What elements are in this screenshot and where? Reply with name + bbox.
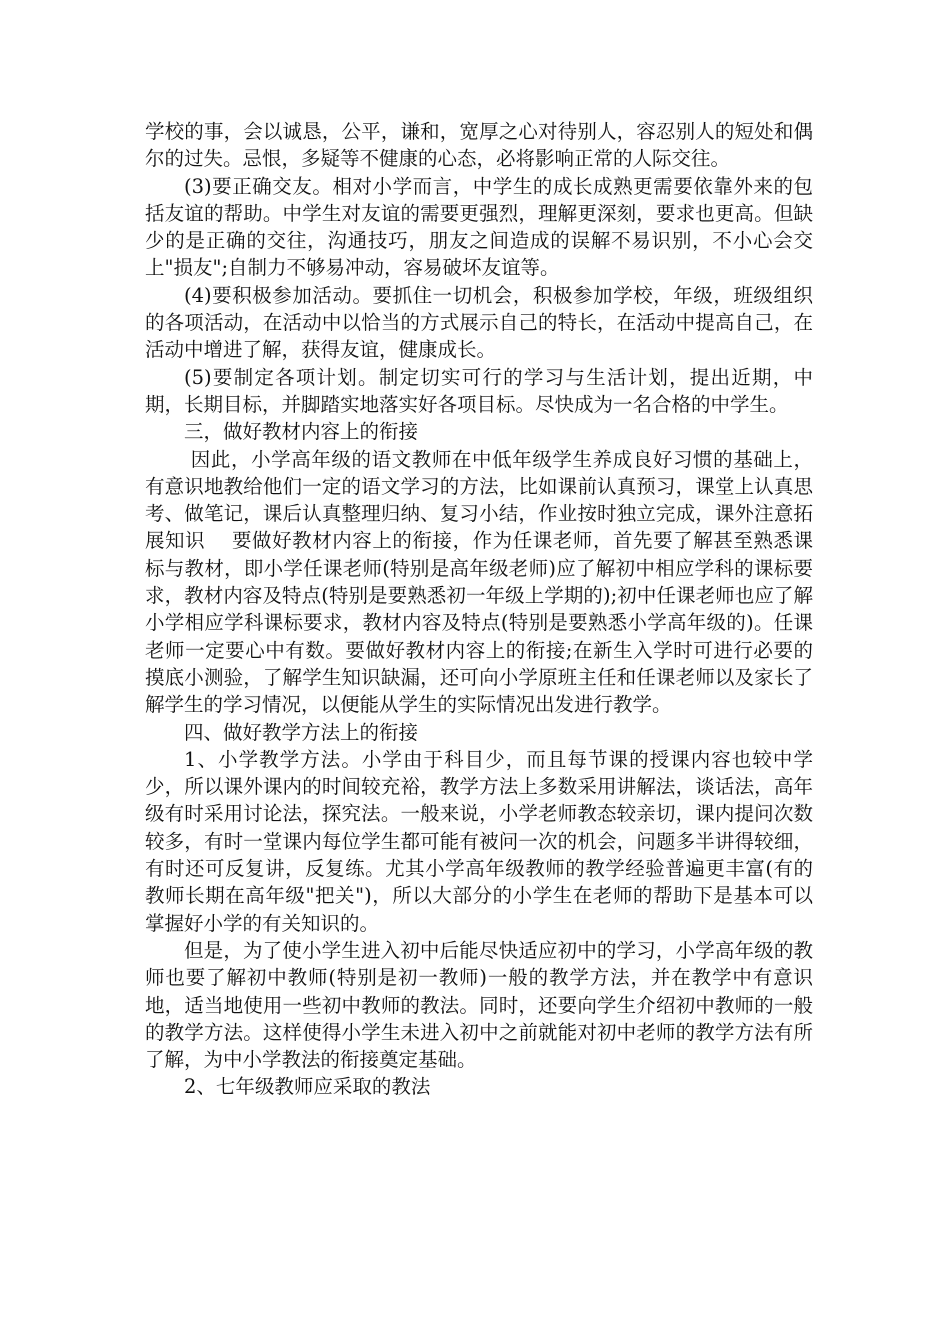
section-heading-3: 三，做好教材内容上的衔接	[184, 420, 419, 444]
section-heading-4: 四、做好教学方法上的衔接	[184, 720, 419, 744]
paragraph-1: 学校的事，会以诚恳，公平，谦和，宽厚之心对待别人，容忍别人的短处和偶尔的过失。忌恨，多疑等不健康的心态，必将影响正常的人际交往。	[145, 120, 813, 171]
subsection-heading: 2、七年级教师应采取的教法	[184, 1075, 431, 1099]
paragraph-3: (4)要积极参加活动。要抓住一切机会，积极参加学校，年级，班级组织的各项活动，在活动中以恰当的方式展示自己的特长，在活动中提高自己，在活动中增进了解，获得友谊，健康成长。	[145, 283, 813, 362]
paragraph-5: 因此，小学高年级的语文教师在中低年级学生养成良好习惯的基础上，有意识地教给他们一定的语文学习的方法，比如课前认真预习，课堂上认真思考、做笔记，课后认真整理归纳、复习小结，作业按时独立完成，课外注意拓展知识 要做好教材内容上的衔接，作为任课老师，首先要了解甚至熟悉课标与教材，即小学任课老师(特别是高年级老师)应了解初中相应学科的课标要求，教材内容及特点(特别是要熟悉初一年级上学期的);初中任课老师也应了解小学相应学科课标要求，教材内容及特点(特别是要熟悉小学高年级的)。任课老师一定要心中有数。要做好教材内容上的衔接;在新生入学时可进行必要的摸底小测验，了解学生知识缺漏，还可向小学原班主任和任课老师以及家长了解学生的学习情况，以便能从学生的实际情况出发进行教学。	[145, 447, 813, 717]
paragraph-7: 但是，为了使小学生进入初中后能尽快适应初中的学习，小学高年级的教师也要了解初中教师(特别是初一教师)一般的教学方法，并在教学中有意识地，适当地使用一些初中教师的教法。同时，还要向学生介绍初中教师的一般的教学方法。这样使得小学生未进入初中之前就能对初中老师的教学方法有所了解，为中小学教法的衔接奠定基础。	[145, 938, 813, 1072]
paragraph-2: (3)要正确交友。相对小学而言，中学生的成长成熟更需要依靠外来的包括友谊的帮助。中学生对友谊的需要更强烈，理解更深刻，要求也更高。但缺少的是正确的交往，沟通技巧，朋友之间造成的误解不易识别，不小心会交上"损友";自制力不够易冲动，容易破坏友谊等。	[145, 174, 813, 280]
paragraph-6: 1、小学教学方法。小学由于科目少，而且每节课的授课内容也较中学少，所以课外课内的时间较充裕，教学方法上多数采用讲解法，谈话法，高年级有时采用讨论法，探究法。一般来说，小学老师教态较亲切，课内提问次数较多，有时一堂课内每位学生都可能有被问一次的机会，问题多半讲得较细，有时还可反复讲，反复练。尤其小学高年级教师的教学经验普遍更丰富(有的教师长期在高年级"把关")，所以大部分的小学生在老师的帮助下是基本可以掌握好小学的有关知识的。	[145, 747, 813, 935]
paragraph-4: (5)要制定各项计划。制定切实可行的学习与生活计划，提出近期，中期，长期目标，并脚踏实地落实好各项目标。尽快成为一名合格的中学生。	[145, 365, 813, 416]
document-page	[145, 118, 813, 1101]
